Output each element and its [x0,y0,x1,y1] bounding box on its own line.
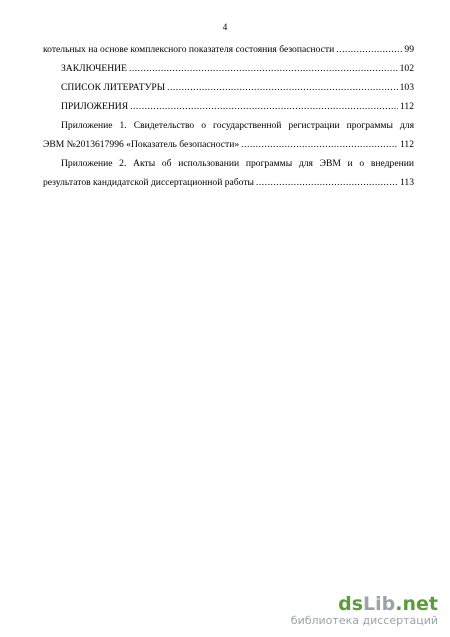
dslib-logo [291,594,438,614]
logo-lib: Lib [363,593,396,615]
toc-leader-dots [241,135,398,154]
toc-entry [43,173,414,192]
toc-entry [43,135,414,154]
toc-entry-page: 112 [399,101,414,112]
toc-entry-page: 102 [399,63,414,74]
toc-entry-page: 103 [399,82,414,93]
toc-entry-text: котельных на основе комплексного показателя состояния безопасности [43,44,335,55]
toc-entry-text: ПРИЛОЖЕНИЯ [61,101,129,112]
dslib-watermark [291,594,438,627]
logo-net: .net [395,593,438,615]
toc-entry [43,97,414,116]
toc-entry-text: ЗАКЛЮЧЕНИЕ [61,63,127,74]
toc-entry-page: 99 [404,44,414,55]
toc-leader-dots [130,97,398,116]
toc-entry-first-line: Приложение 2. Акты об использовании программы для ЭВМ и о внедрении [61,158,414,169]
logo-subtitle: библиотека диссертаций [290,614,438,627]
toc-leader-dots [336,40,402,59]
toc-entry [43,40,414,59]
toc-entry-text: результатов кандидатской диссертационной работы [43,177,254,188]
toc-leader-dots [256,173,398,192]
toc-entry [43,78,414,97]
logo-ds: ds [338,593,364,615]
toc-entry-page: 112 [399,139,414,150]
toc-entry [43,59,414,78]
table-of-contents [43,40,414,192]
page-number: 4 [222,22,228,32]
toc-entry-text: СПИСОК ЛИТЕРАТУРЫ [61,82,166,93]
toc-leader-dots [129,59,398,78]
toc-entry-first-line: Приложение 1. Свидетельство о государственной регистрации программы для [61,120,414,131]
toc-entry-text: ЭВМ №2013617996 «Показатель безопасности» [43,139,240,150]
toc-entry-page: 113 [399,177,414,188]
toc-leader-dots [167,78,398,97]
